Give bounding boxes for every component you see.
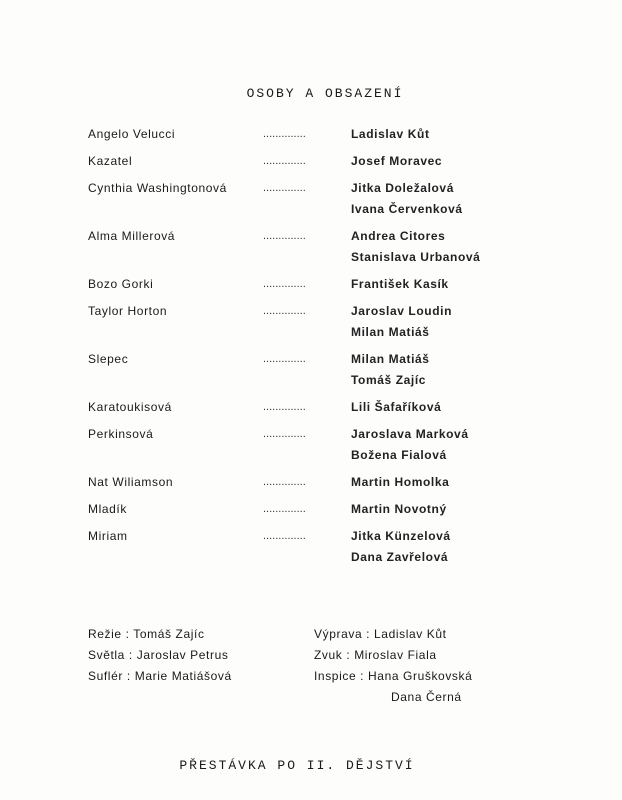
cast-actor: Tomáš Zajíc <box>351 373 427 387</box>
cast-role: Kazatel <box>88 154 133 168</box>
cast-actor: Jaroslav Loudin <box>351 304 453 318</box>
credit-design: Výprava : Ladislav Kůt <box>314 627 447 641</box>
cast-actor: Martin Novotný <box>351 502 447 516</box>
cast-actor: Jitka Doležalová <box>351 181 454 195</box>
cast-row <box>88 301 588 343</box>
cast-row <box>88 349 588 391</box>
cast-leader-dots: .............. <box>263 230 306 242</box>
credit-lighting: Světla : Jaroslav Petrus <box>88 648 229 662</box>
cast-actor: Milan Matiáš <box>351 325 430 339</box>
cast-role: Taylor Horton <box>88 304 168 318</box>
cast-actor: Božena Fialová <box>351 448 447 462</box>
cast-leader-dots: .............. <box>263 353 306 365</box>
credit-sound: Zvuk : Miroslav Fiala <box>314 648 437 662</box>
cast-actor: Dana Zavřelová <box>351 550 449 564</box>
cast-actor: Jitka Künzelová <box>351 529 451 543</box>
cast-actors <box>351 472 588 493</box>
cast-leader-dots: .............. <box>263 155 306 167</box>
cast-leader-dots: .............. <box>263 476 306 488</box>
cast-row <box>88 499 588 520</box>
cast-role: Miriam <box>88 529 128 543</box>
cast-actors <box>351 274 588 295</box>
cast-leader-dots: .............. <box>263 305 306 317</box>
cast-actors <box>351 178 588 220</box>
cast-actor: Stanislava Urbanová <box>351 250 481 264</box>
credits-left-column <box>88 624 232 687</box>
cast-list <box>88 124 588 574</box>
cast-actors <box>351 124 588 145</box>
cast-actors <box>351 301 588 343</box>
cast-actor: Andrea Citores <box>351 229 446 243</box>
cast-leader-dots: .............. <box>263 128 306 140</box>
cast-row <box>88 424 588 466</box>
cast-actor: Ivana Červenková <box>351 202 463 216</box>
page-title: OSOBY A OBSAZENÍ <box>246 86 404 101</box>
cast-actors <box>351 424 588 466</box>
cast-row <box>88 124 588 145</box>
cast-leader-dots: .............. <box>263 503 306 515</box>
cast-actors <box>351 499 588 520</box>
cast-leader-dots: .............. <box>263 182 306 194</box>
cast-role: Angelo Velucci <box>88 127 176 141</box>
cast-actor: Martin Homolka <box>351 475 450 489</box>
cast-leader-dots: .............. <box>263 401 306 413</box>
cast-role: Bozo Gorki <box>88 277 154 291</box>
credit-direction: Režie : Tomáš Zajíc <box>88 627 205 641</box>
cast-actor: Milan Matiáš <box>351 352 430 366</box>
cast-role: Mladík <box>88 502 127 516</box>
cast-actors <box>351 349 588 391</box>
cast-row <box>88 274 588 295</box>
cast-actor: Jaroslava Marková <box>351 427 469 441</box>
cast-actors <box>351 226 588 268</box>
cast-actor: Lili Šafaříková <box>351 400 442 414</box>
cast-leader-dots: .............. <box>263 530 306 542</box>
credit-prompter: Suflér : Marie Matiášová <box>88 669 232 683</box>
cast-role: Cynthia Washingtonová <box>88 181 227 195</box>
credits-right-column <box>314 624 472 708</box>
intermission-note: PŘESTÁVKA PO II. DĚJSTVÍ <box>179 758 415 773</box>
cast-actor: Ladislav Kůt <box>351 127 430 141</box>
cast-leader-dots: .............. <box>263 428 306 440</box>
cast-role: Alma Millerová <box>88 229 176 243</box>
cast-row <box>88 472 588 493</box>
cast-actors <box>351 526 588 568</box>
cast-actors <box>351 397 588 418</box>
cast-row <box>88 397 588 418</box>
cast-actor: František Kasík <box>351 277 449 291</box>
cast-row <box>88 526 588 568</box>
credit-stage-manager-continuation: Dana Černá <box>391 690 462 704</box>
cast-leader-dots: .............. <box>263 278 306 290</box>
cast-row <box>88 178 588 220</box>
credit-stage-manager: Inspice : Hana Gruškovská <box>314 669 473 683</box>
cast-row <box>88 226 588 268</box>
cast-role: Slepec <box>88 352 129 366</box>
cast-role: Karatoukisová <box>88 400 172 414</box>
cast-row <box>88 151 588 172</box>
cast-actors <box>351 151 588 172</box>
cast-actor: Josef Moravec <box>351 154 443 168</box>
cast-role: Perkinsová <box>88 427 154 441</box>
cast-role: Nat Wiliamson <box>88 475 174 489</box>
